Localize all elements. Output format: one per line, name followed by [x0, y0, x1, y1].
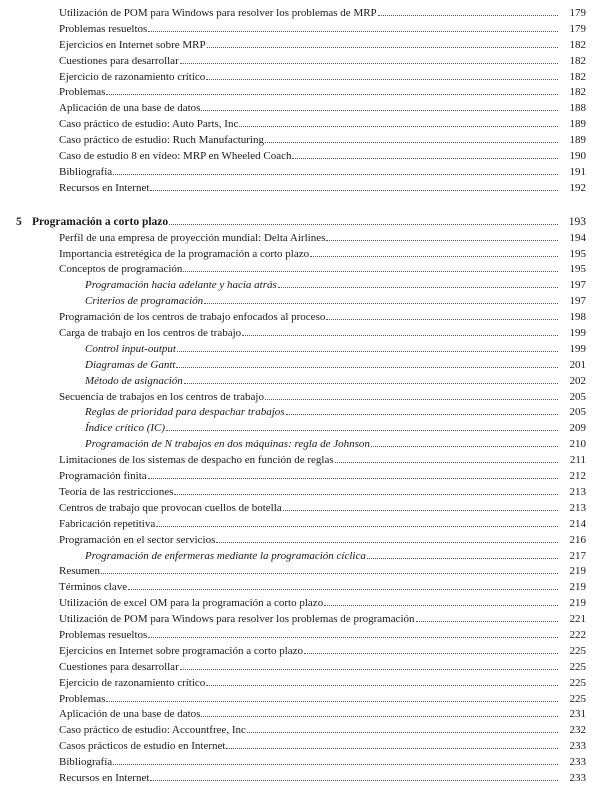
toc-entry-leader	[59, 644, 558, 660]
dot-leader	[150, 190, 558, 191]
toc-entry-page-number: 201	[569, 358, 586, 371]
toc-entry-page-number: 225	[569, 692, 586, 705]
dot-leader	[204, 303, 558, 304]
toc-entry	[0, 54, 600, 70]
toc-entry-title: Resumen	[59, 564, 101, 580]
toc-entry-page-number: 179	[569, 22, 586, 35]
toc-entry	[0, 739, 600, 755]
dot-leader	[174, 494, 558, 495]
toc-entry	[0, 310, 600, 326]
toc-subentry	[0, 421, 600, 437]
toc-entry-leader	[59, 22, 558, 38]
toc-entry-page-number: 225	[569, 676, 586, 689]
toc-entry-page-number: 221	[569, 613, 586, 626]
toc-entry	[0, 165, 600, 181]
dot-leader	[278, 287, 558, 288]
toc-entry-title: Cuestiones para desarrollar	[59, 660, 180, 676]
toc-entry	[0, 771, 600, 787]
toc-entry-title: Bibliografía	[59, 165, 113, 181]
toc-entry-leader	[59, 262, 558, 278]
toc-entry-leader	[59, 533, 558, 549]
toc-entry-title: Programación hacia adelante y hacia atrás	[85, 278, 278, 294]
toc-entry-title: Carga de trabajo en los centros de trabajo	[59, 326, 242, 342]
toc-entry-title: Ejercicio de razonamiento crítico	[59, 70, 206, 86]
toc-section-previous-chapter	[0, 6, 600, 197]
toc-entry-title: Caso de estudio 8 en vídeo: MRP en Wheeled Coach	[59, 149, 292, 165]
toc-entry-page-number: 213	[569, 485, 586, 498]
toc-entry-page-number: 232	[569, 724, 586, 737]
toc-entry-leader	[59, 564, 558, 580]
toc-entry-page-number: 233	[569, 771, 586, 784]
toc-entry-leader	[59, 54, 558, 70]
toc-entry	[0, 533, 600, 549]
toc-entry-page-number: 233	[569, 740, 586, 753]
toc-entry-title: Teoría de las restricciones	[59, 485, 174, 501]
toc-entry-leader	[59, 70, 558, 86]
chapter-number: 5	[16, 215, 22, 228]
toc-entry-page-number: 219	[569, 565, 586, 578]
dot-leader	[367, 558, 558, 559]
toc-entry	[0, 390, 600, 406]
toc-entry-title: Importancia estretégica de la programación a corto plazo	[59, 247, 310, 263]
toc-entry-page-number: 222	[569, 628, 586, 641]
toc-entry-page-number: 179	[569, 7, 586, 19]
toc-entry-leader	[59, 692, 558, 708]
toc-entry	[0, 133, 600, 149]
toc-entry-title: Programación en el sector servicios	[59, 533, 216, 549]
toc-entry-title: Secuencia de trabajos en los centros de trabajo	[59, 390, 265, 406]
toc-entry-page-number: 205	[569, 406, 586, 419]
dot-leader	[310, 256, 558, 257]
toc-entry-title: Cuestiones para desarrollar	[59, 54, 180, 70]
dot-leader	[156, 526, 558, 527]
toc-entry-page-number: 198	[569, 311, 586, 324]
dot-leader	[180, 63, 558, 64]
toc-entry-page-number: 199	[569, 342, 586, 355]
toc-entry-title: Conceptos de programación	[59, 262, 183, 278]
toc-entry	[0, 181, 600, 197]
dot-leader	[184, 383, 558, 384]
toc-entry	[0, 707, 600, 723]
toc-entry-leader	[59, 165, 558, 181]
toc-entry-page-number: 191	[569, 165, 586, 178]
toc-entry-title: Limitaciones de los sistemas de despacho en función de reglas	[59, 453, 335, 469]
dot-leader	[166, 430, 558, 431]
toc-subentry	[0, 549, 600, 565]
toc-entry-title: Aplicación de una base de datos	[59, 707, 201, 723]
toc-entry-leader	[16, 214, 558, 231]
toc-entry-title: Programación de enfermeras mediante la programación cíclica	[85, 549, 367, 565]
toc-entry	[0, 692, 600, 708]
dot-leader	[239, 126, 558, 127]
toc-entry-page-number: 197	[569, 279, 586, 292]
toc-entry-leader	[85, 278, 558, 294]
toc-entry-leader	[85, 358, 558, 374]
toc-entry	[0, 70, 600, 86]
toc-entry-leader	[59, 310, 558, 326]
table-of-contents	[0, 6, 600, 787]
toc-entry-page-number: 182	[569, 38, 586, 51]
toc-entry	[0, 38, 600, 54]
toc-entry-leader	[59, 133, 558, 149]
toc-entry-title: Problemas resueltos	[59, 22, 148, 38]
toc-subentry	[0, 374, 600, 390]
chapter-title: Programación a corto plazo	[32, 215, 169, 228]
dot-leader	[416, 621, 558, 622]
dot-leader	[304, 653, 558, 654]
toc-entry-title: Perfil de una empresa de proyección mundial: Delta Airlines	[59, 231, 326, 247]
toc-entry-page-number: 199	[569, 327, 586, 340]
toc-entry-page-number: 219	[569, 597, 586, 610]
dot-leader	[206, 685, 558, 686]
dot-leader	[326, 240, 558, 241]
toc-entry	[0, 247, 600, 263]
toc-entry	[0, 723, 600, 739]
toc-entry-title: Control input-output	[85, 342, 177, 358]
toc-entry-leader	[59, 390, 558, 406]
toc-entry-title: Centros de trabajo que provocan cuellos de botella	[59, 501, 283, 517]
dot-leader	[286, 414, 558, 415]
toc-entry	[0, 231, 600, 247]
toc-entry-leader	[59, 739, 558, 755]
toc-entry-title: Recursos en Internet	[59, 181, 150, 197]
toc-entry-leader	[85, 437, 558, 453]
toc-entry	[0, 644, 600, 660]
toc-entry-leader	[59, 723, 558, 739]
dot-leader	[176, 367, 558, 368]
toc-entry	[0, 596, 600, 612]
toc-entry-leader	[59, 676, 558, 692]
dot-leader	[216, 542, 558, 543]
toc-subentry	[0, 342, 600, 358]
dot-leader	[335, 462, 558, 463]
toc-entry-page-number: 195	[569, 247, 586, 260]
toc-entry-leader	[59, 469, 558, 485]
dot-leader	[242, 335, 558, 336]
toc-entry	[0, 22, 600, 38]
toc-entry-page-number: 188	[569, 102, 586, 115]
dot-leader	[265, 399, 558, 400]
toc-entry-title: Ejercicio de razonamiento crítico	[59, 676, 206, 692]
toc-entry-page-number: 182	[569, 86, 586, 99]
toc-entry	[0, 755, 600, 771]
toc-entry-title: Fabricación repetitiva	[59, 517, 156, 533]
dot-leader	[207, 47, 558, 48]
toc-entry-page-number: 225	[569, 644, 586, 657]
toc-entry-title: Utilización de POM para Windows para resolver los problemas de programación	[59, 612, 416, 628]
toc-entry	[0, 517, 600, 533]
toc-entry-page-number: 219	[569, 581, 586, 594]
dot-leader	[150, 780, 558, 781]
toc-entry	[0, 501, 600, 517]
toc-entry-leader	[59, 247, 558, 263]
toc-subentry	[0, 437, 600, 453]
toc-entry	[0, 85, 600, 101]
dot-leader	[148, 31, 558, 32]
toc-entry-leader	[85, 421, 558, 437]
dot-leader	[247, 732, 558, 733]
toc-entry-title: Utilización de POM para Windows para resolver los problemas de MRP	[59, 6, 378, 22]
toc-entry-page-number: 231	[569, 708, 586, 721]
toc-entry-title: Bibliografía	[59, 755, 113, 771]
toc-entry-title: Recursos en Internet	[59, 771, 150, 787]
toc-entry-leader	[85, 549, 558, 565]
toc-entry-title: Términos clave	[59, 580, 128, 596]
toc-entry-page-number: 214	[569, 517, 586, 530]
toc-entry-title: Problemas	[59, 692, 106, 708]
toc-section-chapter-5	[0, 231, 600, 787]
toc-entry-leader	[59, 326, 558, 342]
dot-leader	[324, 605, 558, 606]
toc-entry-title: Diagramas de Gantt	[85, 358, 176, 374]
dot-leader	[371, 446, 558, 447]
dot-leader	[101, 573, 558, 574]
toc-entry-page-number: 182	[569, 54, 586, 67]
toc-entry-title: Programación de N trabajos en dos máquinas: regla de Johnson	[85, 437, 371, 453]
toc-entry-title: Ejercicios en Internet sobre programación a corto plazo	[59, 644, 304, 660]
toc-entry-leader	[59, 6, 558, 22]
toc-entry-page-number: 225	[569, 660, 586, 673]
toc-entry-leader	[59, 181, 558, 197]
toc-entry-leader	[59, 485, 558, 501]
toc-entry	[0, 101, 600, 117]
chapter-page-number: 193	[568, 215, 586, 228]
dot-leader	[265, 142, 558, 143]
toc-entry	[0, 485, 600, 501]
toc-entry-leader	[59, 501, 558, 517]
toc-entry-page-number: 213	[569, 501, 586, 514]
toc-entry-leader	[85, 294, 558, 310]
chapter-title-group	[16, 214, 169, 231]
toc-subentry	[0, 294, 600, 310]
toc-entry-leader	[85, 342, 558, 358]
dot-leader	[128, 589, 558, 590]
toc-entry-page-number: 189	[569, 134, 586, 147]
toc-entry-leader	[85, 374, 558, 390]
toc-entry-page-number: 212	[569, 470, 586, 483]
toc-entry-page-number: 202	[569, 374, 586, 387]
toc-entry	[0, 660, 600, 676]
toc-entry-title: Caso práctico de estudio: Auto Parts, Inc	[59, 117, 239, 133]
toc-entry-page-number: 194	[569, 231, 586, 244]
dot-leader	[169, 224, 558, 225]
toc-entry-title: Programación finita	[59, 469, 148, 485]
toc-entry-page-number: 209	[569, 422, 586, 435]
toc-entry-title: Caso práctico de estudio: Accountfree, Inc	[59, 723, 247, 739]
toc-entry-page-number: 195	[569, 263, 586, 276]
toc-entry-leader	[59, 85, 558, 101]
toc-entry	[0, 6, 600, 22]
dot-leader	[106, 701, 558, 702]
toc-entry-title: Reglas de prioridad para despachar trabajos	[85, 405, 286, 421]
dot-leader	[106, 94, 558, 95]
toc-subentry	[0, 405, 600, 421]
toc-entry-leader	[59, 149, 558, 165]
dot-leader	[148, 478, 558, 479]
toc-entry-page-number: 192	[569, 181, 586, 194]
toc-entry	[0, 628, 600, 644]
toc-entry	[0, 612, 600, 628]
toc-subentry	[0, 278, 600, 294]
toc-entry	[0, 580, 600, 596]
toc-entry-leader	[59, 596, 558, 612]
toc-entry-page-number: 205	[569, 390, 586, 403]
dot-leader	[201, 716, 558, 717]
dot-leader	[180, 669, 558, 670]
toc-entry	[0, 453, 600, 469]
dot-leader	[226, 748, 558, 749]
toc-entry-title: Ejercicios en Internet sobre MRP	[59, 38, 207, 54]
toc-entry-leader	[59, 755, 558, 771]
toc-entry-title: Aplicación de una base de datos	[59, 101, 201, 117]
dot-leader	[201, 110, 558, 111]
toc-entry-leader	[59, 38, 558, 54]
dot-leader	[326, 319, 558, 320]
toc-entry-page-number: 211	[569, 454, 586, 467]
toc-entry-page-number: 182	[569, 70, 586, 83]
toc-entry-leader	[59, 771, 558, 787]
toc-entry-title: Caso práctico de estudio: Ruch Manufacturing	[59, 133, 265, 149]
dot-leader	[113, 764, 558, 765]
toc-entry-title: Utilización de excel OM para la programación a corto plazo	[59, 596, 324, 612]
toc-entry-page-number: 217	[569, 549, 586, 562]
chapter-heading	[0, 214, 600, 231]
toc-entry-leader	[59, 628, 558, 644]
toc-entry-page-number: 210	[569, 438, 586, 451]
toc-entry-page-number: 233	[569, 756, 586, 769]
toc-entry	[0, 149, 600, 165]
dot-leader	[378, 15, 558, 16]
toc-entry	[0, 676, 600, 692]
toc-entry	[0, 117, 600, 133]
toc-entry	[0, 326, 600, 342]
toc-entry	[0, 564, 600, 580]
dot-leader	[148, 637, 558, 638]
toc-entry-title: Programación de los centros de trabajo enfocados al proceso	[59, 310, 326, 326]
toc-entry-leader	[59, 517, 558, 533]
toc-entry-leader	[59, 101, 558, 117]
toc-entry-leader	[59, 580, 558, 596]
toc-entry-title: Método de asignación	[85, 374, 184, 390]
toc-entry-leader	[59, 117, 558, 133]
toc-entry-title: Problemas resueltos	[59, 628, 148, 644]
dot-leader	[283, 510, 558, 511]
toc-entry-page-number: 189	[569, 118, 586, 131]
dot-leader	[206, 79, 558, 80]
toc-entry-leader	[59, 453, 558, 469]
dot-leader	[113, 174, 558, 175]
toc-entry-page-number: 190	[569, 150, 586, 163]
dot-leader	[183, 271, 558, 272]
dot-leader	[177, 351, 558, 352]
toc-subentry	[0, 358, 600, 374]
toc-entry-page-number: 197	[569, 295, 586, 308]
toc-entry	[0, 262, 600, 278]
dot-leader	[292, 158, 558, 159]
toc-entry-title: Criterios de programación	[85, 294, 204, 310]
toc-entry-title: Índice crítico (IC)	[85, 421, 166, 437]
toc-entry-title: Problemas	[59, 85, 106, 101]
toc-entry	[0, 469, 600, 485]
toc-entry-leader	[85, 405, 558, 421]
toc-entry-title: Casos prácticos de estudio en Internet	[59, 739, 226, 755]
toc-entry-leader	[59, 231, 558, 247]
toc-entry-leader	[59, 707, 558, 723]
toc-entry-leader	[59, 660, 558, 676]
toc-entry-page-number: 216	[569, 533, 586, 546]
toc-entry-leader	[59, 612, 558, 628]
